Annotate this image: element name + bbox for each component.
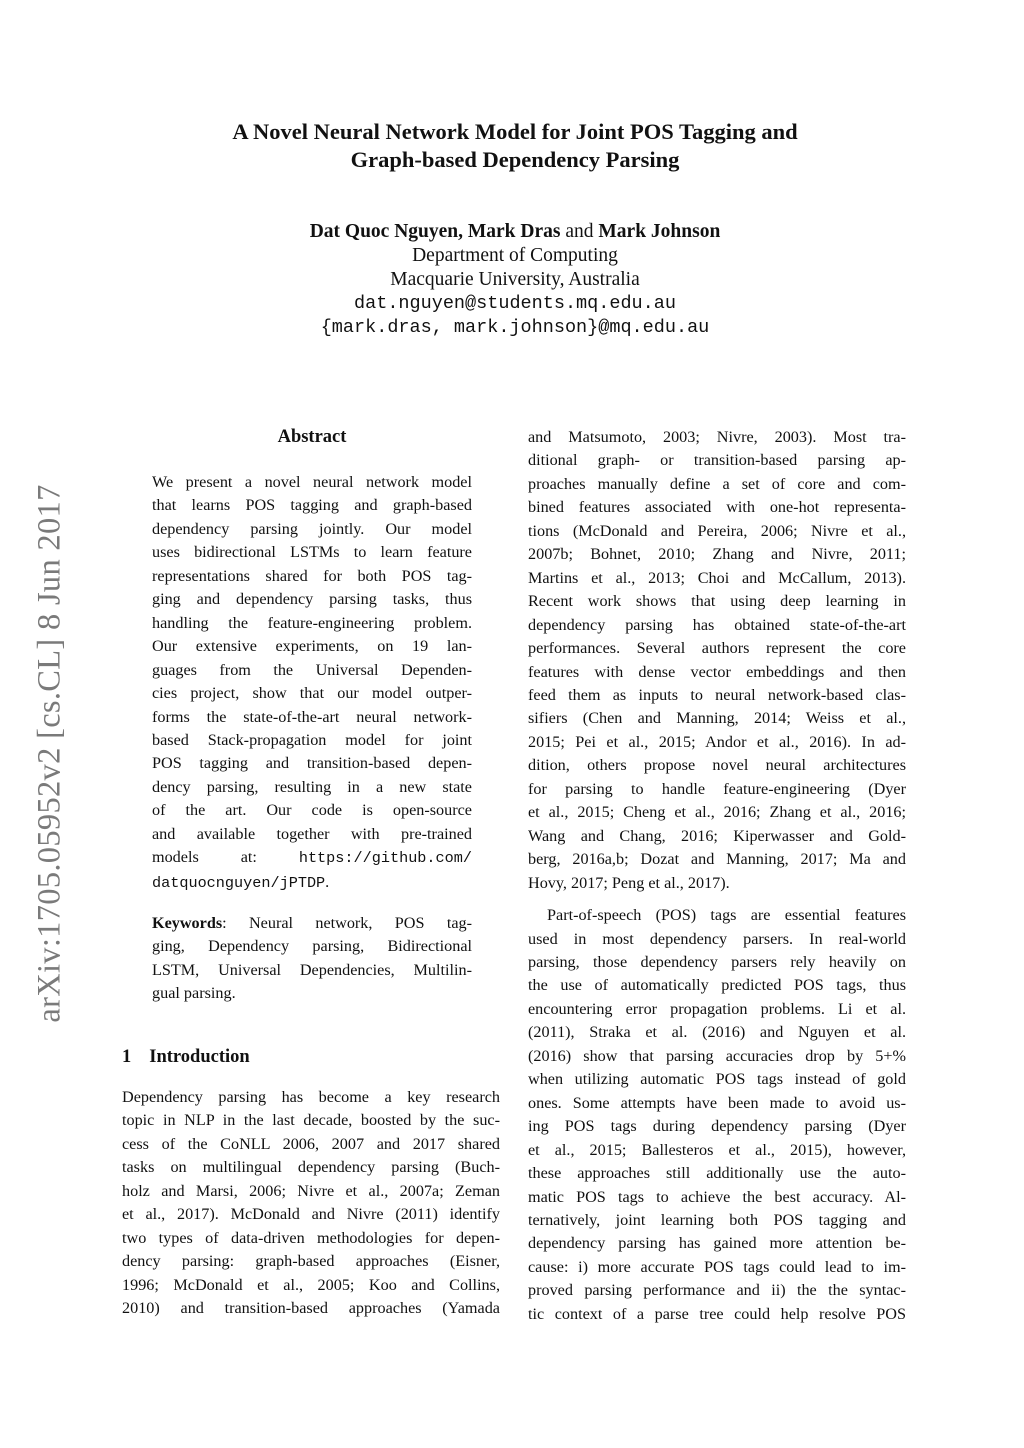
right-line: encountering error propagation problems. Li et al.: [528, 999, 906, 1018]
keywords-line: gual parsing.: [152, 984, 236, 1003]
arxiv-id: arXiv:1705.05952v2 [cs.CL] 8 Jun 2017: [31, 483, 68, 1023]
abstract-url-line: [152, 846, 472, 870]
right-line: Recent work shows that using deep learning in: [528, 592, 906, 611]
right-line: ditional graph- or transition-based parsing ap-: [528, 451, 906, 470]
right-line: 2007b; Bohnet, 2010; Zhang and Nivre, 2011;: [528, 545, 906, 564]
introduction-heading: [122, 1045, 500, 1069]
abstract-line: based Stack-propagation model for joint: [152, 730, 472, 749]
right-line: Hovy, 2017; Peng et al., 2017).: [528, 873, 730, 892]
right-line: Martins et al., 2013; Choi and McCallum, 2013).: [528, 568, 906, 587]
keywords-label: Keywords: [152, 914, 223, 932]
intro-line: cess of the CoNLL 2006, 2007 and 2017 shared: [122, 1134, 500, 1153]
introduction-section: [122, 1045, 500, 1321]
abstract-line: and available together with pre-trained: [152, 824, 472, 843]
right-line: et al., 2015; Ballesteros et al., 2015), however,: [528, 1140, 906, 1159]
abstract-section: [152, 425, 472, 895]
section-number: 1: [122, 1047, 132, 1067]
right-line: used in most dependency parsers. In real-world: [528, 929, 906, 948]
abstract-line: Our extensive experiments, on 19 lan-: [152, 637, 472, 656]
abstract-line: guages from the Universal Dependen-: [152, 660, 472, 679]
title-line-1: A Novel Neural Network Model for Joint POS Tagging and: [232, 119, 798, 144]
intro-line: tasks on multilingual dependency parsing (Buch-: [122, 1158, 500, 1177]
abstract-line: handling the feature-engineering problem.: [152, 613, 472, 632]
right-line: proved parsing performance and ii) the the syntac-: [528, 1281, 906, 1300]
right-paragraph-1: [528, 426, 906, 895]
right-line: bined features associated with one-hot representa-: [528, 498, 906, 517]
author-names-part2: Mark Johnson: [598, 221, 721, 242]
abstract-line: that learns POS tagging and graph-based: [152, 496, 472, 515]
keywords-section: [152, 912, 472, 1006]
section-title: Introduction: [149, 1047, 250, 1067]
intro-line: et al., 2017). McDonald and Nivre (2011) identify: [122, 1205, 500, 1224]
right-line: dependency parsing has gained more attention be-: [528, 1234, 906, 1253]
right-line: dition, others propose novel neural architectures: [528, 756, 906, 775]
abstract-line: representations shared for both POS tag-: [152, 566, 472, 585]
right-paragraph-2: [528, 904, 906, 1326]
abstract-line: of the art. Our code is open-source: [152, 801, 472, 820]
right-line: performances. Several authors represent the core: [528, 639, 906, 658]
right-line: Wang and Chang, 2016; Kiperwasser and Gold-: [528, 826, 906, 845]
abstract-url-line-2: [152, 871, 472, 895]
right-column: [528, 426, 906, 1326]
arxiv-stamp: [30, 463, 70, 1043]
right-line: parsing, those dependency parsers rely heavily on: [528, 952, 906, 971]
right-line: features with dense vector embeddings and then: [528, 662, 906, 681]
right-line: tic context of a parse tree could help resolve POS: [528, 1304, 906, 1323]
author-block: [120, 220, 910, 340]
abstract-line: ging and dependency parsing tasks, thus: [152, 590, 472, 609]
abstract-url-end: .: [325, 872, 330, 891]
author-names-part1: Dat Quoc Nguyen, Mark Dras: [309, 221, 561, 242]
keywords-line: LSTM, Universal Dependencies, Multilin-: [152, 960, 472, 979]
paper-title: [120, 118, 910, 174]
intro-line: Dependency parsing has become a key research: [122, 1088, 500, 1106]
abstract-line: forms the state-of-the-art neural network-: [152, 707, 472, 726]
abstract-line: We present a novel neural network model: [152, 473, 472, 491]
intro-line: 1996; McDonald et al., 2005; Koo and Collins,: [122, 1275, 500, 1294]
keywords-first-line: [152, 912, 472, 935]
abstract-models-at: models at:: [152, 848, 257, 867]
right-line: cause: i) more accurate POS tags could lead to im-: [528, 1257, 906, 1276]
introduction-body: [122, 1086, 500, 1321]
right-line: when utilizing automatic POS tags instead of gold: [528, 1070, 906, 1089]
code-url-part2[interactable]: datquocnguyen/jPTDP: [152, 873, 326, 892]
code-url-part1[interactable]: https://github.com/: [298, 849, 472, 868]
right-line: for parsing to handle feature-engineering (Dyer: [528, 779, 906, 798]
right-line: dependency parsing has obtained state-of-the-art: [528, 615, 906, 634]
title-line-2: Graph-based Dependency Parsing: [350, 147, 680, 172]
abstract-body: [152, 471, 472, 895]
keywords-first-rest: : Neural network, POS tag-: [222, 914, 472, 932]
keywords-body: [152, 912, 472, 1006]
right-line: (2011), Straka et al. (2016) and Nguyen et al.: [528, 1023, 906, 1042]
author-university: Macquarie University, Australia: [390, 269, 640, 290]
intro-line: holz and Marsi, 2006; Nivre et al., 2007a; Zeman: [122, 1181, 500, 1200]
abstract-heading: Abstract: [277, 427, 347, 447]
keywords-line: ging, Dependency parsing, Bidirectional: [152, 937, 472, 956]
abstract-line: POS tagging and transition-based depen-: [152, 754, 472, 773]
author-email-2: {mark.dras, mark.johnson}@mq.edu.au: [320, 317, 710, 338]
abstract-line: dependency parsing jointly. Our model: [152, 519, 472, 538]
abstract-line: cies project, show that our model outper-: [152, 684, 472, 703]
abstract-line: dency parsing, resulting in a new state: [152, 777, 472, 796]
right-line: berg, 2016a,b; Dozat and Manning, 2017; Ma and: [528, 850, 906, 869]
right-line: tions (McDonald and Pereira, 2006; Nivre et al.,: [528, 521, 906, 540]
right-line: sifiers (Chen and Manning, 2014; Weiss et al.,: [528, 709, 906, 728]
right-line: ing POS tags during dependency parsing (Dyer: [528, 1117, 906, 1136]
right-line: matic POS tags to achieve the best accuracy. Al-: [528, 1187, 906, 1206]
author-email-1: dat.nguyen@students.mq.edu.au: [354, 293, 676, 314]
intro-line: two types of data-driven methodologies for depen-: [122, 1228, 500, 1247]
right-line: et al., 2015; Cheng et al., 2016; Zhang et al., 2016;: [528, 803, 906, 822]
intro-line: 2010) and transition-based approaches (Yamada: [122, 1299, 500, 1318]
right-line: the use of automatically predicted POS tags, thus: [528, 976, 906, 995]
right-line: 2015; Pei et al., 2015; Andor et al., 2016). In ad-: [528, 732, 906, 751]
right-line: ternatively, joint learning both POS tagging and: [528, 1210, 906, 1229]
right-line: Part-of-speech (POS) tags are essential features: [547, 906, 906, 925]
author-names: [120, 220, 910, 244]
right-line: feed them as inputs to neural network-based clas-: [528, 685, 906, 704]
intro-line: dency parsing: graph-based approaches (Eisner,: [122, 1252, 500, 1271]
author-and: and: [565, 221, 594, 242]
author-department: Department of Computing: [412, 245, 618, 266]
right-line: ones. Some attempts have been made to avoid us-: [528, 1093, 906, 1112]
intro-line: topic in NLP in the last decade, boosted by the suc-: [122, 1111, 500, 1130]
abstract-line: uses bidirectional LSTMs to learn feature: [152, 543, 472, 562]
right-line: (2016) show that parsing accuracies drop by 5+%: [528, 1046, 906, 1065]
right-line: proaches manually define a set of core and com-: [528, 474, 906, 493]
right-line: these approaches still additionally use the auto-: [528, 1164, 906, 1183]
right-line: and Matsumoto, 2003; Nivre, 2003). Most tra-: [528, 428, 906, 446]
